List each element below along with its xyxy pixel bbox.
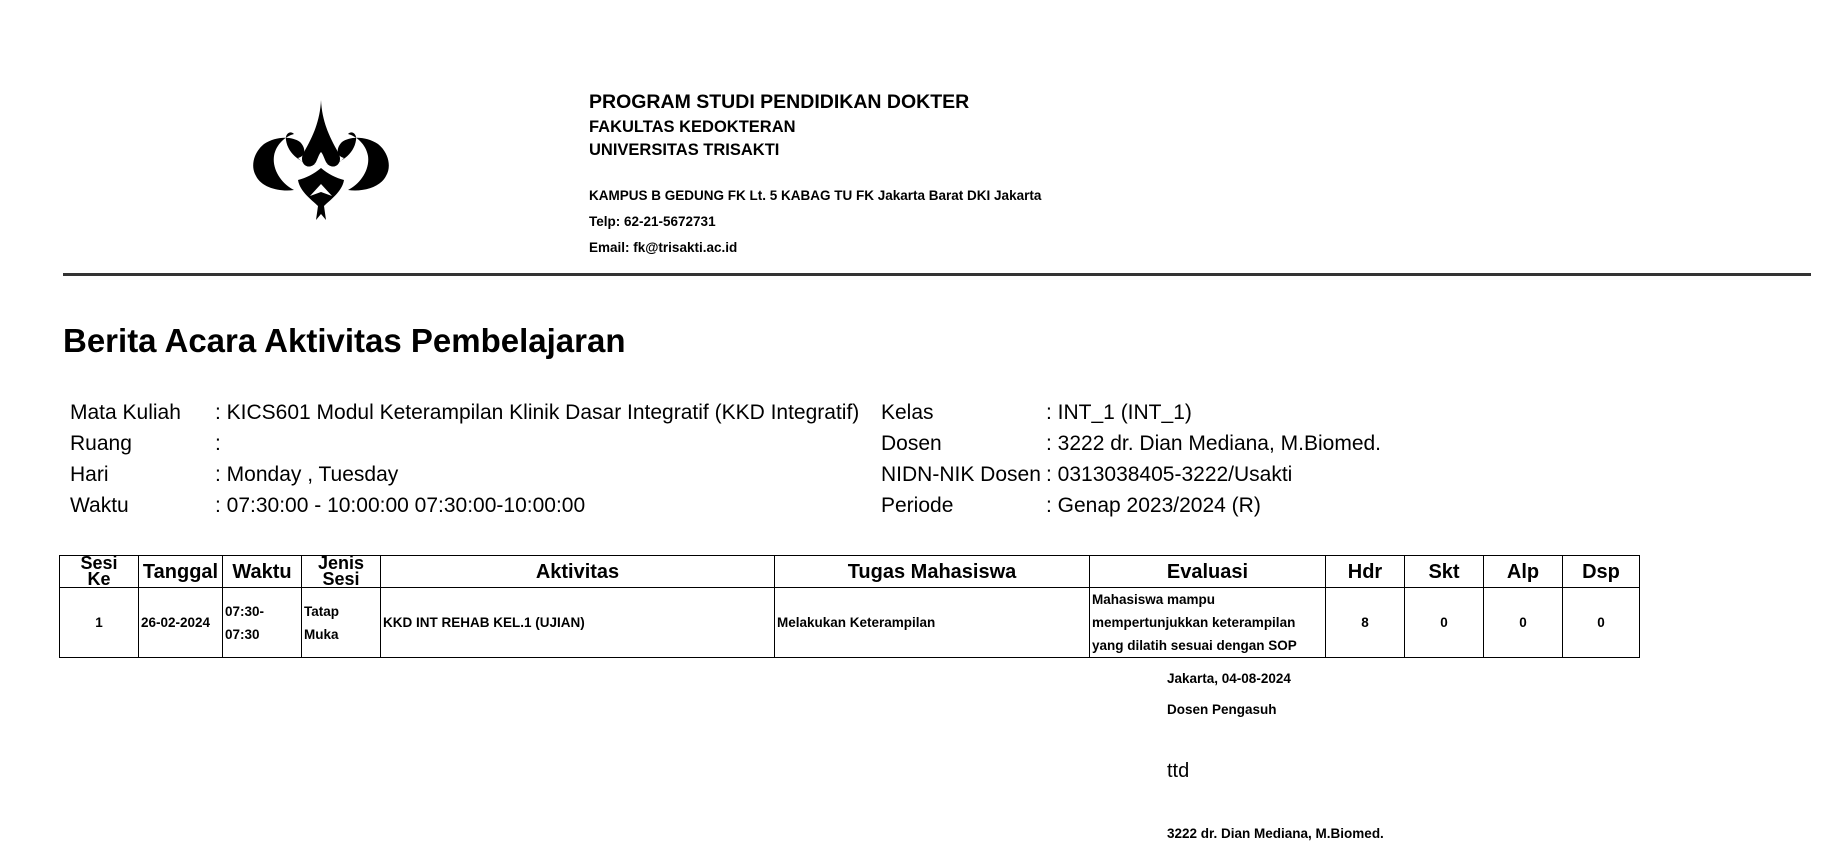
- cell-waktu: 07:30- 07:30: [223, 588, 302, 658]
- cell-jenis-sesi: Tatap Muka: [302, 588, 381, 658]
- cell-tanggal: 26-02-2024: [139, 588, 223, 658]
- col-tanggal: Tanggal: [139, 556, 223, 588]
- col-skt: Skt: [1405, 556, 1484, 588]
- col-aktivitas: Aktivitas: [381, 556, 775, 588]
- info-label-periode: Periode: [881, 494, 954, 517]
- signature-mark: ttd: [1167, 760, 1190, 782]
- info-value-waktu: : 07:30:00 - 10:00:00 07:30:00-10:00:00: [215, 494, 586, 517]
- signature-place-date: Jakarta, 04-08-2024: [1167, 671, 1291, 686]
- cell-dsp: 0: [1563, 588, 1640, 658]
- address-line: KAMPUS B GEDUNG FK Lt. 5 KABAG TU FK Jakarta Barat DKI Jakarta: [589, 188, 1042, 203]
- cell-hdr: 8: [1326, 588, 1405, 658]
- info-label-nidn-nik: NIDN-NIK Dosen: [881, 463, 1041, 486]
- col-tugas-mahasiswa: Tugas Mahasiswa: [775, 556, 1090, 588]
- email-line: Email: fk@trisakti.ac.id: [589, 240, 738, 255]
- info-label-kelas: Kelas: [881, 401, 934, 424]
- col-hdr: Hdr: [1326, 556, 1405, 588]
- cell-skt: 0: [1405, 588, 1484, 658]
- header-divider: [63, 273, 1811, 276]
- cell-alp: 0: [1484, 588, 1563, 658]
- col-jenis-sesi: Jenis Sesi: [302, 556, 381, 588]
- faculty-name: FAKULTAS KEDOKTERAN: [589, 118, 796, 136]
- col-waktu: Waktu: [223, 556, 302, 588]
- cell-evaluasi: Mahasiswa mampu mempertunjukkan keterampilan yang dilatih sesuai dengan SOP: [1090, 588, 1326, 658]
- signature-name: 3222 dr. Dian Mediana, M.Biomed.: [1167, 826, 1384, 841]
- table-row: [60, 588, 1640, 658]
- university-name: UNIVERSITAS TRISAKTI: [589, 141, 780, 159]
- info-label-ruang: Ruang: [70, 432, 132, 455]
- info-value-nidn-nik: : 0313038405-3222/Usakti: [1046, 463, 1293, 486]
- info-label-waktu: Waktu: [70, 494, 129, 517]
- phone-line: Telp: 62-21-5672731: [589, 214, 716, 229]
- col-sesi-ke: Sesi Ke: [60, 556, 139, 588]
- info-value-kelas: : INT_1 (INT_1): [1046, 401, 1192, 424]
- col-evaluasi: Evaluasi: [1090, 556, 1326, 588]
- col-dsp: Dsp: [1563, 556, 1640, 588]
- info-value-mata-kuliah: : KICS601 Modul Keterampilan Klinik Dasar Integratif (KKD Integratif): [215, 401, 860, 424]
- table-header-row: [60, 556, 1640, 588]
- signature-role: Dosen Pengasuh: [1167, 702, 1277, 717]
- activity-table: [59, 555, 1640, 658]
- info-label-dosen: Dosen: [881, 432, 942, 455]
- cell-sesi: 1: [60, 588, 139, 658]
- cell-aktivitas: KKD INT REHAB KEL.1 (UJIAN): [381, 588, 775, 658]
- info-value-dosen: : 3222 dr. Dian Mediana, M.Biomed.: [1046, 432, 1382, 455]
- program-name: PROGRAM STUDI PENDIDIKAN DOKTER: [589, 91, 970, 113]
- document-title: Berita Acara Aktivitas Pembelajaran: [63, 322, 626, 359]
- info-value-ruang: :: [215, 432, 221, 455]
- university-logo-icon: [250, 96, 392, 224]
- info-label-hari: Hari: [70, 463, 109, 486]
- info-value-hari: : Monday , Tuesday: [215, 463, 399, 486]
- cell-tugas: Melakukan Keterampilan: [775, 588, 1090, 658]
- info-label-mata-kuliah: Mata Kuliah: [70, 401, 181, 424]
- col-alp: Alp: [1484, 556, 1563, 588]
- info-value-periode: : Genap 2023/2024 (R): [1046, 494, 1261, 517]
